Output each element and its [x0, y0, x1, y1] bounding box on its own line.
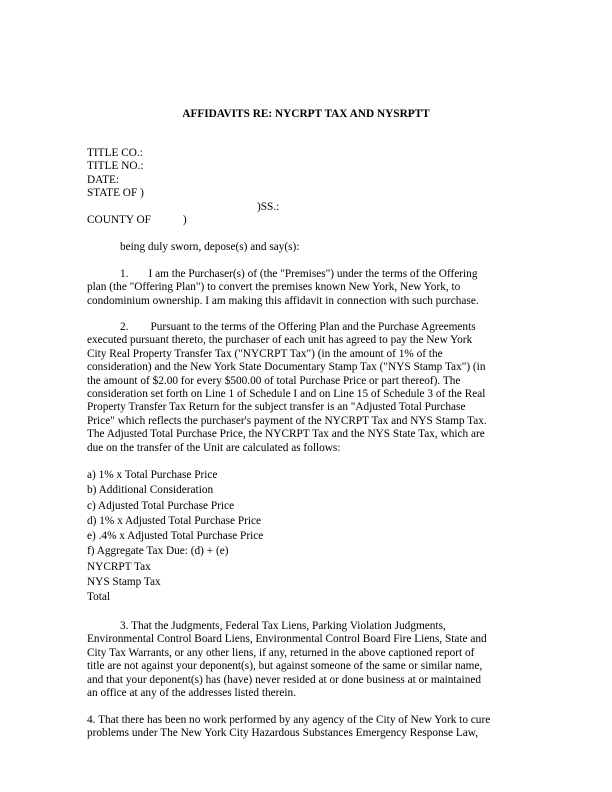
paragraph-2-line: the amount of $2.00 for every $500.00 of total Purchase Price or part thereof). The [87, 374, 461, 387]
paragraph-1-line: plan (the "Offering Plan") to convert the premises known New York, New York, to [87, 281, 461, 294]
calc-item: a) 1% x Total Purchase Price [87, 469, 218, 481]
paragraph-4 [87, 714, 527, 741]
paragraph-4-line: problems under The New York City Hazardous Substances Emergency Response Law, [87, 727, 479, 740]
paragraph-1-number: 1. [120, 268, 129, 280]
paragraph-3-line: Environmental Control Board Liens, Environmental Control Board Fire Liens, State and [87, 633, 487, 646]
calc-item: f) Aggregate Tax Due: (d) + (e) [87, 545, 229, 558]
paragraph-3-line: City Tax Warrants, or any other liens, if any, returned in the above captioned report of [87, 646, 475, 659]
paragraph-2-line: consideration) and the New York State Documentary Stamp Tax ("NYS Stamp Tax") (in [87, 361, 486, 374]
paragraph-3-line: title are not against your deponent(s), but against someone of the same or similar name, [87, 660, 483, 673]
paragraph-3-line: an office at any of the addresses listed therein. [87, 687, 297, 700]
paragraph-4-line: 4. That there has been no work performed by any agency of the City of New York to cure [87, 714, 491, 726]
paragraph-1-line: condominium ownership. I am making this affidavit in connection with such purchase. [87, 294, 479, 307]
ss-label: )SS.: [257, 201, 280, 213]
calculation-items [87, 468, 527, 606]
calc-item: Total [87, 591, 111, 604]
paragraph-2-line: Pursuant to the terms of the Offering Plan and the Purchase Agreements [150, 321, 476, 333]
intro-text: being duly sworn, depose(s) and say(s): [120, 241, 300, 253]
document-title: AFFIDAVITS RE: NYCRPT TAX AND NYSRPTT [182, 108, 430, 120]
date-label: DATE: [87, 173, 120, 186]
paragraph-2-line: executed pursuant thereto, the purchaser of each unit has agreed to pay the New York [87, 334, 473, 347]
county-paren: ) [182, 214, 187, 226]
paragraph-3-line: 3. That the Judgments, Federal Tax Liens, Parking Violation Judgments, [120, 620, 446, 632]
calc-item: b) Additional Consideration [87, 484, 214, 497]
paragraph-2-line: due on the transfer of the Unit are calculated as follows: [87, 441, 341, 454]
calc-item: c) Adjusted Total Purchase Price [87, 499, 235, 512]
county-line [87, 214, 527, 227]
state-of-label: STATE OF ) [87, 187, 144, 200]
header-fields [87, 147, 527, 201]
paragraph-2 [87, 321, 527, 455]
calc-item: d) 1% x Adjusted Total Purchase Price [87, 514, 262, 527]
calc-item: NYCRPT Tax [87, 560, 151, 573]
paragraph-3 [87, 620, 527, 700]
paragraph-2-line: consideration set forth on Line 1 of Schedule I and on Line 15 of Schedule 3 of the Real [87, 388, 486, 401]
paragraph-1-line: I am the Purchaser(s) of (the "Premises") under the terms of the Offering [148, 268, 478, 280]
paragraph-1 [87, 268, 527, 308]
calc-item: NYS Stamp Tax [87, 576, 161, 589]
paragraph-2-number: 2. [120, 321, 129, 333]
title-no-label: TITLE NO.: [87, 160, 144, 173]
paragraph-2-line: The Adjusted Total Purchase Price, the NYCRPT Tax and the NYS State Tax, which are [87, 428, 485, 441]
county-of-label: COUNTY OF [87, 214, 151, 226]
calc-item: e) .4% x Adjusted Total Purchase Price [87, 530, 264, 543]
paragraph-2-line: Price" which reflects the purchaser's payment of the NYCRPT Tax and NYS Stamp Tax. [87, 414, 487, 427]
paragraph-2-line: City Real Property Transfer Tax ("NYCRPT Tax") (in the amount of 1% of the [87, 347, 443, 360]
title-co-label: TITLE CO.: [87, 147, 143, 159]
paragraph-3-line: and that your deponent(s) has (have) never resided at or done business at or maintained [87, 673, 482, 686]
paragraph-2-line: Property Transfer Tax Return for the subject transfer is an "Adjusted Total Purchase [87, 401, 466, 414]
